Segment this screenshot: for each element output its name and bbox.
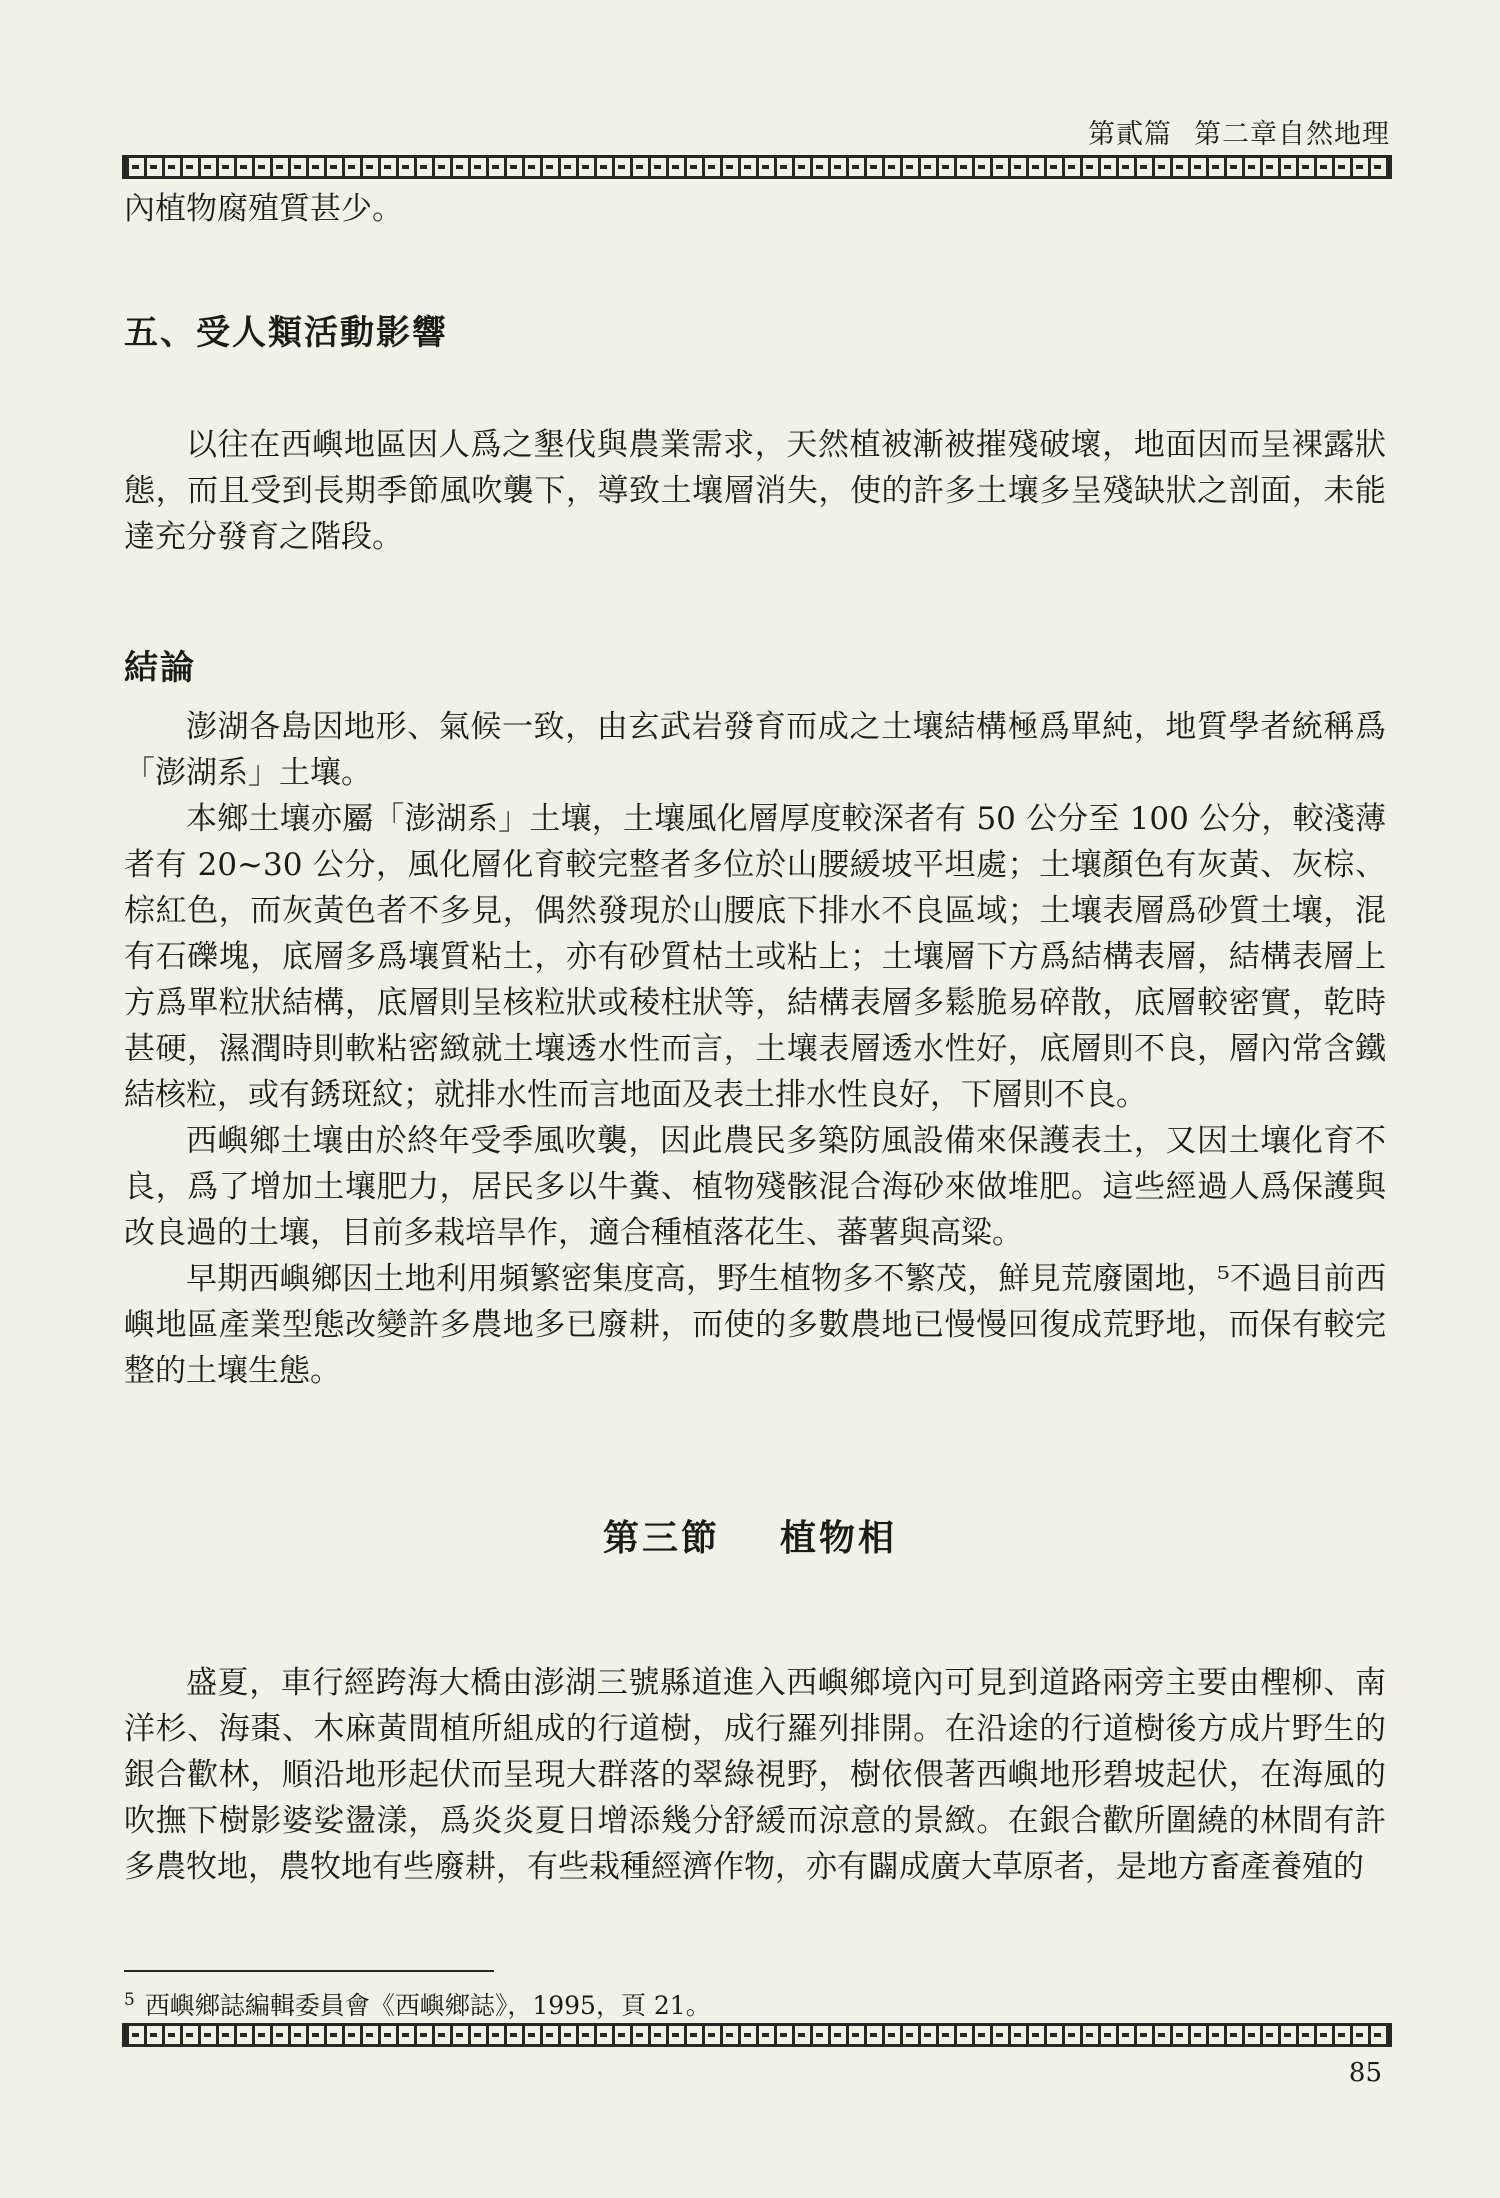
footnote <box>124 1986 711 2022</box>
section-heading-human-impact: 五、受人類活動影響 <box>124 313 448 353</box>
section-title-flora <box>0 1510 1500 1561</box>
flora-text <box>124 1660 1386 1890</box>
page-number: 85 <box>1348 2058 1382 2088</box>
human-impact-text <box>124 422 1386 560</box>
conclusion-paragraph-4: 早期西嶼鄉因土地利用頻繁密集度高，野生植物多不繁茂，鮮見荒廢園地，⁵不過目前西嶼地區產業型態改變許多農地多已廢耕，而使的多數農地已慢慢回復成荒野地，而保有較完整的土壤生態。 <box>124 1261 1386 1389</box>
header-border-ornament <box>122 155 1392 179</box>
continuation-text <box>124 186 1386 232</box>
human-impact-paragraph: 以往在西嶼地區因人爲之墾伐與農業需求，天然植被漸被摧殘破壞，地面因而呈裸露狀態，而且受到長期季節風吹襲下，導致土壤層消失，使的許多土壤多呈殘缺狀之剖面，未能達充分發育之階段。 <box>124 427 1386 555</box>
footer-border-ornament <box>122 2023 1392 2047</box>
conclusion-paragraph-1: 澎湖各島因地形、氣候一致，由玄武岩發育而成之土壤結構極爲單純，地質學者統稱爲「澎湖系」土壤。 <box>124 709 1386 791</box>
header-part: 第貳篇 <box>1088 119 1172 150</box>
running-header <box>1088 112 1390 151</box>
footnote-rule <box>124 1970 494 1972</box>
section-number: 第三節 <box>602 1517 720 1559</box>
conclusion-text <box>124 704 1386 1394</box>
footnote-text: 西嶼鄉誌編輯委員會《西嶼鄉誌》，1995，頁 21。 <box>144 1991 711 2020</box>
continuation-paragraph: 內植物腐殖質甚少。 <box>124 191 403 227</box>
flora-paragraph: 盛夏，車行經跨海大橋由澎湖三號縣道進入西嶼鄉境內可見到道路兩旁主要由檉柳、南洋杉、海棗、木麻黃間植所組成的行道樹，成行羅列排開。在沿途的行道樹後方成片野生的銀合歡林，順沿地形起伏而呈現大群落的翠綠視野，樹依偎著西嶼地形碧坡起伏，在海風的吹撫下樹影婆娑盪漾，爲炎炎夏日增添幾分舒緩而涼意的景緻。在銀合歡所圍繞的林間有許多農牧地，農牧地有些廢耕，有些栽種經濟作物，亦有闢成廣大草原者，是地方畜產養殖的 <box>124 1665 1386 1885</box>
footnote-marker: 5 <box>124 1989 135 2010</box>
conclusion-paragraph-3: 西嶼鄉土壤由於終年受季風吹襲，因此農民多築防風設備來保護表土，又因土壤化育不良，爲了增加土壤肥力，居民多以牛糞、植物殘骸混合海砂來做堆肥。這些經過人爲保護與改良過的土壤，目前多栽培旱作，適合種植落花生、蕃薯與高粱。 <box>124 1123 1386 1251</box>
header-chapter: 第二章自然地理 <box>1194 119 1390 150</box>
conclusion-paragraph-2: 本鄉土壤亦屬「澎湖系」土壤，土壤風化層厚度較深者有 50 公分至 100 公分，較淺薄者有 20~30 公分，風化層化育較完整者多位於山腰緩坡平坦處；土壤顏色有灰黃、灰棕、棕紅色，而灰黃色者不多見，偶然發現於山腰底下排水不良區域；土壤表層爲砂質土壤，混有石礫塊，底層多爲壤質粘土，亦有砂質枯土或粘上；土壤層下方爲結構表層，結構表層上方爲單粒狀結構，底層則呈核粒狀或稜柱狀等，結構表層多鬆脆易碎散，底層較密實，乾時甚硬，濕潤時則軟粘密緻就土壤透水性而言，土壤表層透水性好，底層則不良，層內常含鐵結核粒，或有銹斑紋；就排水性而言地面及表土排水性良好，下層則不良。 <box>124 801 1386 1113</box>
section-name: 植物相 <box>780 1517 898 1559</box>
conclusion-heading: 結論 <box>124 648 196 688</box>
